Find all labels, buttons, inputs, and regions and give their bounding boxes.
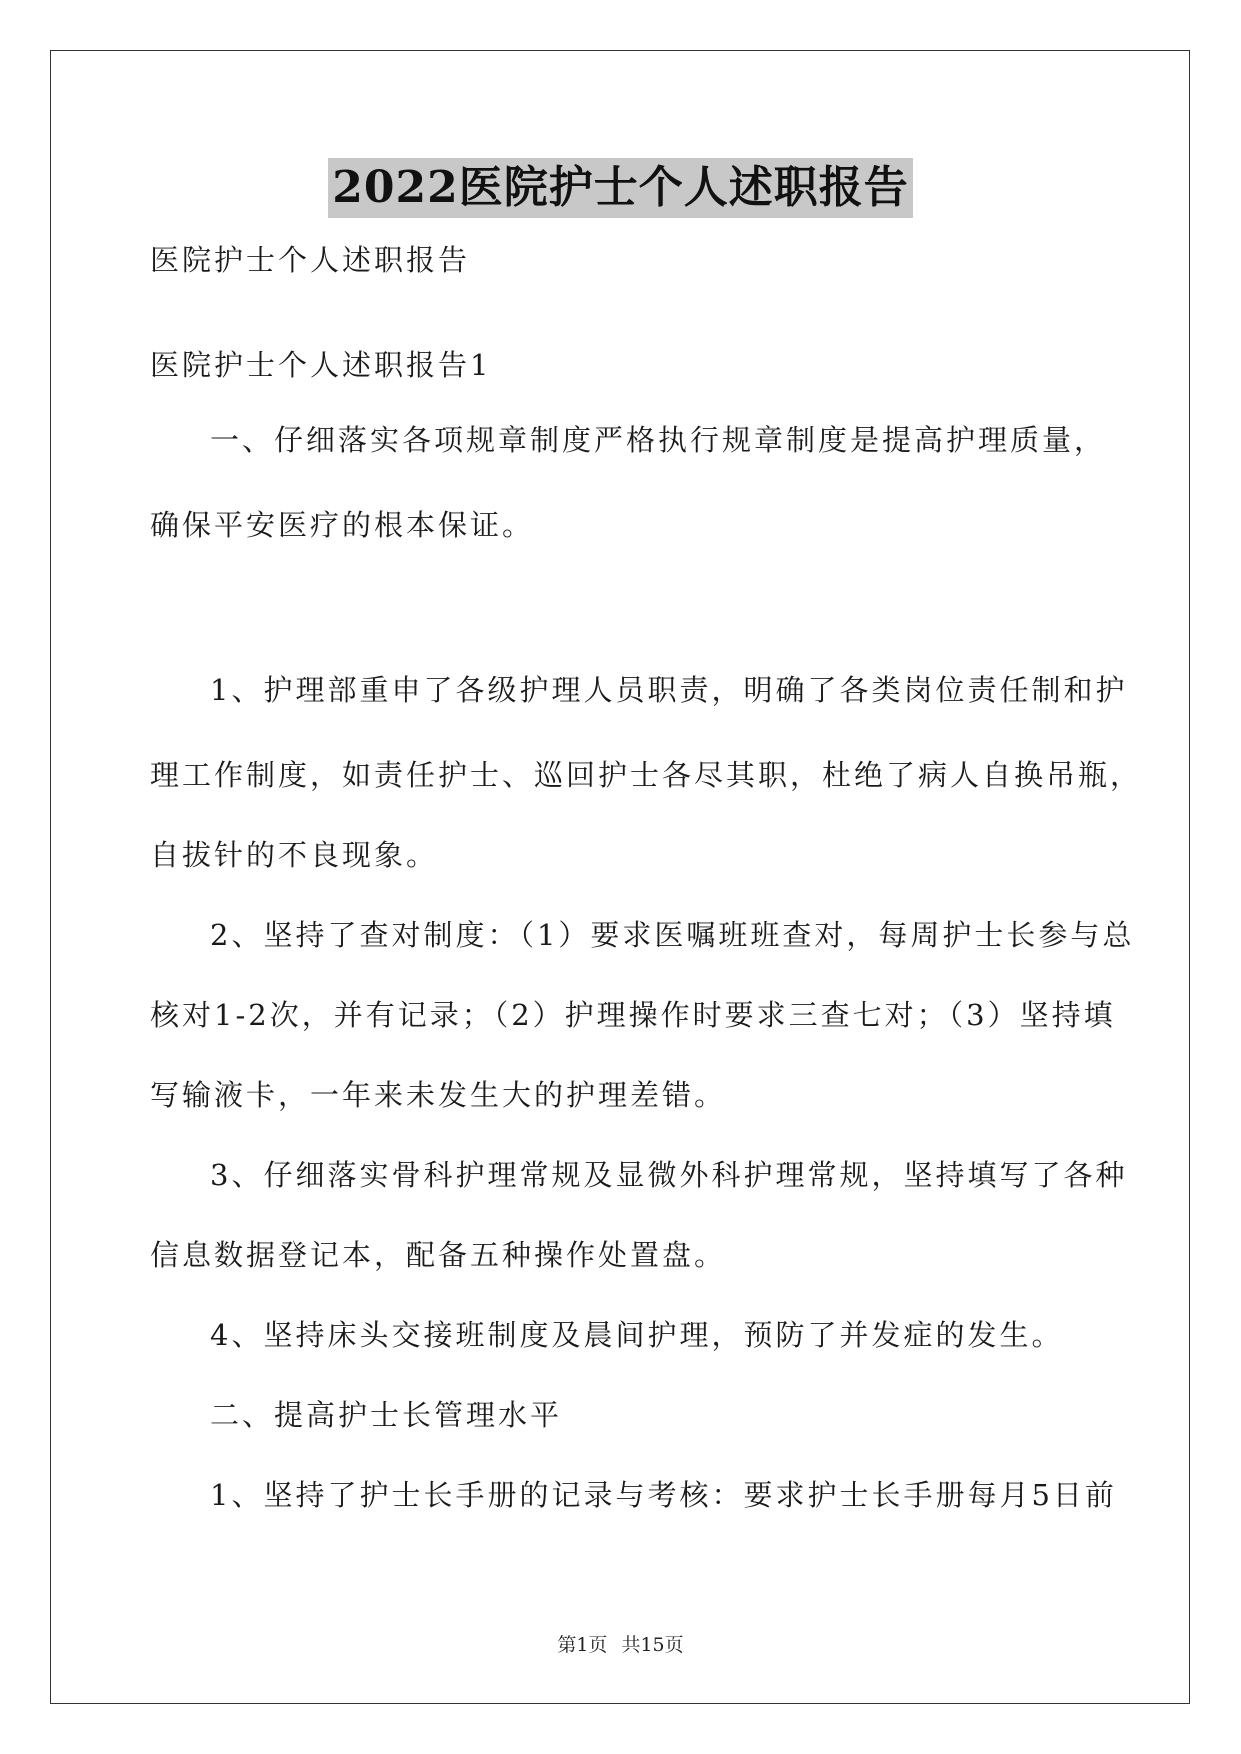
paragraph-line: 写输液卡，一年来未发生大的护理差错。 — [150, 1078, 727, 1112]
paragraph-line: 医院护士个人述职报告1 — [150, 348, 492, 382]
paragraph-line: 信息数据登记本，配备五种操作处置盘。 — [150, 1238, 727, 1272]
paragraph-line: 自拔针的不良现象。 — [150, 838, 439, 872]
paragraph-line: 1、护理部重申了各级护理人员职责，明确了各类岗位责任制和护 — [210, 673, 1128, 707]
paragraph-line: 确保平安医疗的根本保证。 — [150, 508, 535, 542]
paragraph-line: 1、坚持了护士长手册的记录与考核：要求护士长手册每月5日前 — [210, 1478, 1117, 1512]
paragraph-line: 一、仔细落实各项规章制度严格执行规章制度是提高护理质量， — [210, 423, 1107, 457]
paragraph-line: 核对1-2次，并有记录；（2）护理操作时要求三查七对；（3）坚持填 — [150, 998, 1116, 1032]
paragraph-line: 3、仔细落实骨科护理常规及显微外科护理常规，坚持填写了各种 — [210, 1158, 1128, 1192]
paragraph-line: 理工作制度，如责任护士、巡回护士各尽其职，杜绝了病人自换吊瓶， — [150, 758, 1143, 792]
document-title: 2022医院护士个人述职报告 — [328, 158, 912, 218]
page-number: 第1页 — [557, 1634, 608, 1656]
title-container — [0, 158, 1241, 218]
paragraph-line: 2、坚持了查对制度：（1）要求医嘱班班查对，每周护士长参与总 — [210, 918, 1135, 952]
paragraph-line: 医院护士个人述职报告 — [150, 243, 471, 277]
page-total: 共15页 — [621, 1634, 684, 1656]
paragraph-line: 4、坚持床头交接班制度及晨间护理，预防了并发症的发生。 — [210, 1318, 1064, 1352]
page-footer — [0, 1630, 1241, 1657]
paragraph-line: 二、提高护士长管理水平 — [210, 1398, 563, 1432]
page-border — [50, 50, 1190, 1704]
